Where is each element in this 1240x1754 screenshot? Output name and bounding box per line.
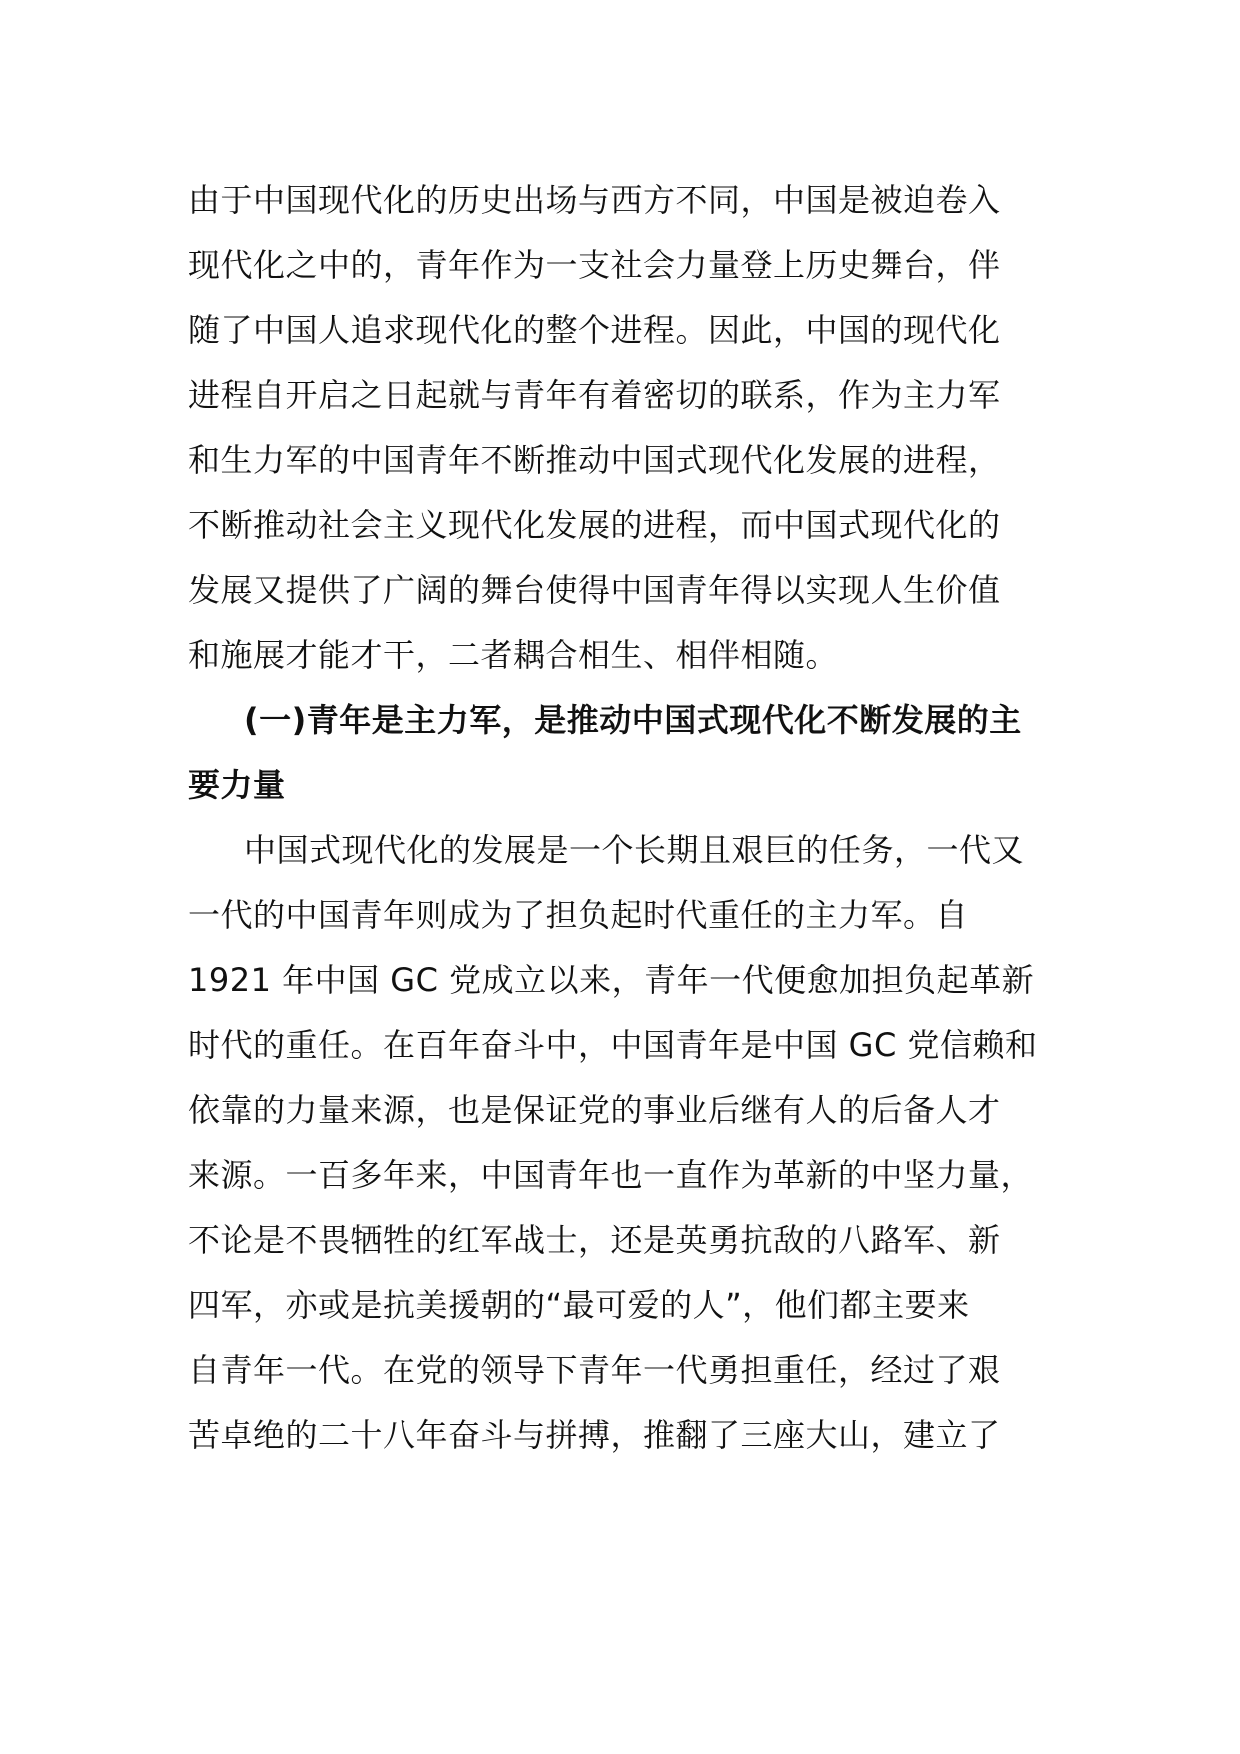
paragraph-line: 随了中国人追求现代化的整个进程。因此，中国的现代化: [188, 311, 1001, 349]
paragraph-line: 不论是不畏牺牲的红军战士，还是英勇抗敌的八路军、新: [188, 1221, 1001, 1259]
paragraph-line: 由于中国现代化的历史出场与西方不同，中国是被迫卷入: [188, 181, 1001, 219]
section-heading-line: (一)青年是主力军，是推动中国式现代化不断发展的主: [244, 701, 1022, 739]
paragraph-body: [188, 818, 1068, 1468]
section-heading-line: 要力量: [188, 766, 286, 804]
paragraph-intro: [188, 168, 1068, 688]
paragraph-line: 来源。一百多年来，中国青年也一直作为革新的中坚力量，: [188, 1156, 1034, 1194]
paragraph-line: 现代化之中的，青年作为一支社会力量登上历史舞台，伴: [188, 246, 1001, 284]
paragraph-line: 一代的中国青年则成为了担负起时代重任的主力军。自: [188, 896, 969, 934]
document-body: [188, 168, 1068, 1468]
paragraph-line: 四军，亦或是抗美援朝的“最可爱的人”，他们都主要来: [188, 1286, 970, 1324]
paragraph-line: 不断推动社会主义现代化发展的进程，而中国式现代化的: [188, 506, 1001, 544]
paragraph-line: 中国式现代化的发展是一个长期且艰巨的任务，一代又: [244, 831, 1025, 869]
paragraph-line: 进程自开启之日起就与青年有着密切的联系，作为主力军: [188, 376, 1001, 414]
paragraph-line: 发展又提供了广阔的舞台使得中国青年得以实现人生价值: [188, 571, 1001, 609]
section-heading: [188, 688, 1068, 818]
paragraph-line: 依靠的力量来源，也是保证党的事业后继有人的后备人才: [188, 1091, 1001, 1129]
paragraph-line: 和生力军的中国青年不断推动中国式现代化发展的进程，: [188, 441, 1001, 479]
paragraph-line: 自青年一代。在党的领导下青年一代勇担重任，经过了艰: [188, 1351, 1001, 1389]
paragraph-line: 和施展才能才干，二者耦合相生、相伴相随。: [188, 636, 839, 674]
paragraph-line: 时代的重任。在百年奋斗中，中国青年是中国 GC 党信赖和: [188, 1026, 1038, 1064]
paragraph-line: 苦卓绝的二十八年奋斗与拼搏，推翻了三座大山，建立了: [188, 1416, 1001, 1454]
paragraph-line: 1921 年中国 GC 党成立以来，青年一代便愈加担负起革新: [188, 961, 1035, 999]
